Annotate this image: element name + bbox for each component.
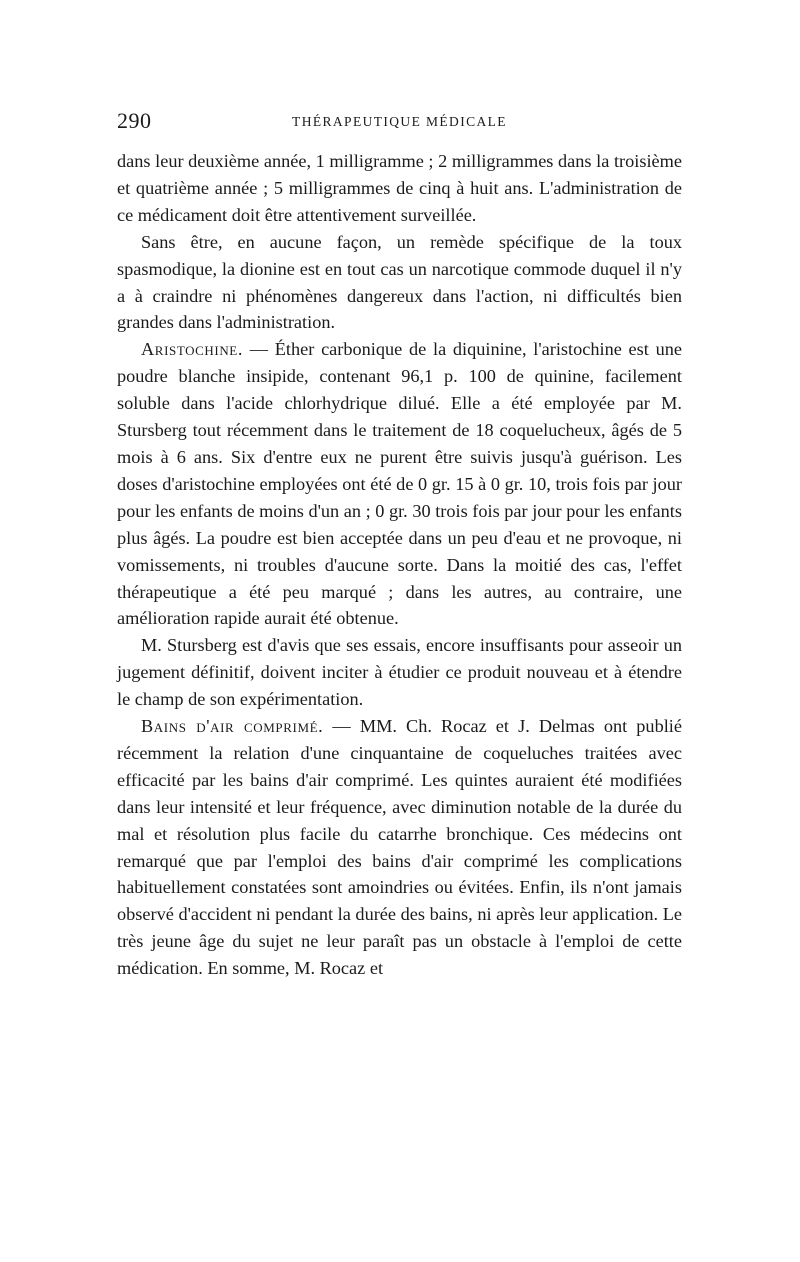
- running-head: [117, 108, 682, 138]
- paragraph-dionine: [117, 229, 682, 337]
- section-heading-aristochine: Aristochine.: [141, 339, 244, 360]
- running-title: THÉRAPEUTIQUE MÉDICALE: [292, 114, 507, 129]
- paragraph-bains-air: [117, 713, 682, 982]
- paragraph-stursberg: [117, 632, 682, 713]
- paragraph-text: — Éther carbonique de la diquinine, l'aristochine est une poudre blanche insipide, contenant 96,1 p. 100 de quinine, facilement soluble dans l'acide chlorhydrique dilué. Elle a été employée par M. Stursberg tout récemment dans le traitement de 18 coquelucheux, âgés de 5 mois à 6 ans. Six d'entre eux ne purent être suivis jusqu'à guérison. Les doses d'aristochine employées ont été de 0 gr. 15 à 0 gr. 10, trois fois par jour pour les enfants de moins d'un an ; 0 gr. 30 trois fois par jour pour les enfants plus âgés. La poudre est bien acceptée dans un peu d'eau et ne provoque, ni vomissements, ni troubles d'aucune sorte. Dans la moitié des cas, l'effet thérapeutique a été peu marqué ; dans les autres, au contraire, une amélioration rapide aurait été obtenue.: [117, 339, 682, 629]
- paragraph-text: — MM. Ch. Rocaz et J. Delmas ont publié récemment la relation d'une cinquantaine de coqueluches traitées avec efficacité par les bains d'air comprimé. Les quintes auraient été modifiées dans leur intensité et leur fréquence, avec diminution notable de la durée du mal et résolution plus facile du catarrhe bronchique. Ces médecins ont remarqué que par l'emploi des bains d'air comprimé les complications habituellement constatées sont amoindries ou évitées. Enfin, ils n'ont jamais observé d'accident ni pendant la durée des bains, ni après leur application. Le très jeune âge du sujet ne leur paraît pas un obstacle à l'emploi de cette médication. En somme, M. Rocaz et: [117, 716, 682, 979]
- body-text: [117, 148, 682, 982]
- paragraph-text: Sans être, en aucune façon, un remède spécifique de la toux spasmodique, la dionine est en tout cas un narcotique commode duquel il n'y a à craindre ni phénomènes dangereux dans l'action, ni difficultés bien grandes dans l'administration.: [117, 231, 682, 333]
- paragraph-text: dans leur deuxième année, 1 milligramme ; 2 milligrammes dans la troisième et quatrième année ; 5 milligrammes de cinq à huit ans. L'administration de ce médicament doit être attentivement surveillée.: [117, 151, 682, 225]
- paragraph-aristochine: [117, 336, 682, 632]
- section-heading-bains-air: Bains d'air comprimé.: [141, 716, 324, 737]
- paragraph-continuation: [117, 148, 682, 229]
- book-page: [117, 108, 682, 982]
- page-number: 290: [117, 108, 152, 133]
- paragraph-text: M. Stursberg est d'avis que ses essais, encore insuffisants pour asseoir un jugement définitif, doivent inciter à étudier ce produit nouveau et à étendre le champ de son expérimentation.: [117, 635, 682, 710]
